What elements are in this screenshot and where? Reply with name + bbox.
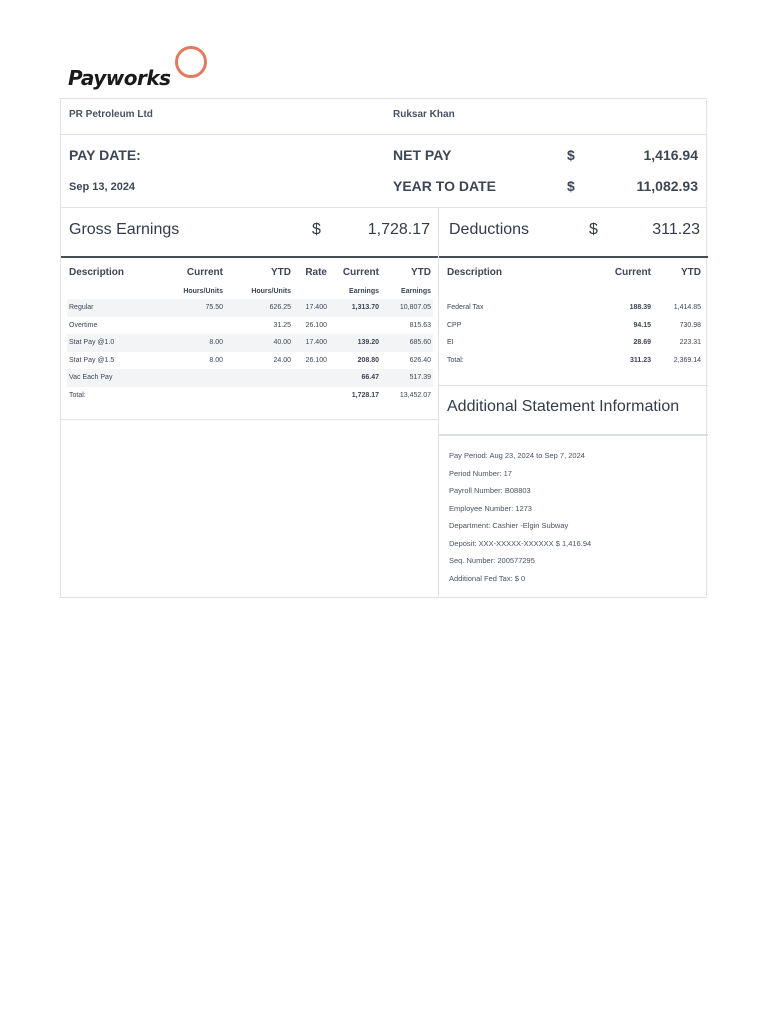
deductions-header: [439, 208, 708, 258]
table-row-total: [445, 352, 703, 370]
table-row: [67, 369, 433, 387]
table-row: [67, 317, 433, 335]
earning-ytd-hours: 626.25: [225, 299, 293, 317]
deduction-desc: Federal Tax: [447, 304, 484, 312]
earning-desc: Total:: [69, 391, 86, 399]
earnings-subcol: Hours/Units: [183, 287, 223, 295]
deduction-current: 28.69: [633, 339, 651, 347]
additional-info-list: [449, 447, 591, 587]
net-pay-label: NET PAY: [393, 147, 452, 163]
earning-ytd: 626.40: [409, 356, 431, 364]
deductions-table: [445, 267, 703, 369]
additional-info-header: [439, 386, 708, 436]
list-item: Payroll Number: B08803: [449, 486, 531, 495]
deduction-ytd: 1,414.85: [673, 304, 701, 312]
list-item: Additional Fed Tax: $ 0: [449, 573, 526, 583]
additional-info-title: Additional Statement Information: [447, 398, 680, 415]
employee-name: Ruksar Khan: [393, 109, 455, 120]
earnings-subcol: Earnings: [349, 287, 379, 295]
list-item: Department: Cashier -Elgin Subway: [449, 521, 569, 530]
deduction-current: 311.23: [629, 356, 651, 364]
earning-current: 139.20: [329, 334, 381, 352]
earning-ytd: 517.39: [381, 369, 433, 387]
earning-ytd-hours: [225, 369, 293, 387]
list-item: Deposit: XXX-XXXXX-XXXXXX $ 1,416.94: [449, 538, 592, 548]
deduction-ytd: 223.31: [679, 339, 701, 347]
earning-current-hours: 8.00: [157, 334, 225, 352]
earning-current: 1,728.17: [351, 391, 379, 399]
earning-ytd: 13,452.07: [399, 391, 431, 399]
deductions-col-ytd: YTD: [681, 267, 701, 278]
gross-earnings-currency: $: [312, 221, 321, 238]
list-item: Seq. Number: 200577295: [449, 556, 535, 565]
earning-ytd: 685.60: [381, 334, 433, 352]
pay-date-label: PAY DATE:: [69, 147, 141, 163]
earning-rate: 17.400: [293, 334, 329, 352]
earnings-col-current-hours: Current: [186, 267, 223, 278]
earning-ytd-hours: 24.00: [273, 356, 291, 364]
gross-earnings-header: [61, 208, 438, 258]
deduction-current: 94.15: [633, 321, 651, 329]
deduction-desc: Total:: [447, 356, 464, 364]
earnings-divider: [61, 419, 438, 420]
earning-ytd: 815.63: [409, 321, 431, 329]
deduction-current: 188.39: [629, 304, 651, 312]
net-pay-currency: $: [567, 147, 575, 163]
earning-desc: Stat Pay @1.0: [67, 334, 157, 352]
deductions-col-current: Current: [614, 267, 651, 278]
earnings-col-description: Description: [69, 267, 125, 278]
earnings-subcol: [67, 283, 157, 299]
ytd-label: YEAR TO DATE: [393, 178, 496, 194]
ytd-amount: 11,082.93: [636, 178, 698, 194]
payworks-logo: [68, 46, 218, 92]
deductions-currency: $: [589, 221, 598, 238]
list-item: Pay Period: Aug 23, 2024 to Sep 7, 2024: [449, 451, 585, 460]
earning-current: 1,313.70: [329, 299, 381, 317]
earning-desc: Regular: [67, 299, 157, 317]
list-item: Employee Number: 1273: [449, 503, 532, 513]
earnings-col-ytd-hours: YTD: [271, 267, 291, 278]
earnings-subcol: [293, 283, 329, 299]
deductions-col-description: Description: [447, 267, 503, 278]
earnings-col-rate: Rate: [305, 267, 327, 278]
deduction-ytd: 2,369.14: [673, 356, 701, 364]
earning-current: 66.47: [329, 369, 381, 387]
table-row: [445, 317, 703, 335]
table-row: [445, 334, 703, 352]
earning-current: [329, 317, 381, 335]
gross-earnings-title: Gross Earnings: [69, 221, 180, 238]
earning-rate: [293, 369, 329, 387]
earning-ytd: 10,807.05: [381, 299, 433, 317]
brand-name: Payworks: [68, 66, 171, 90]
gross-earnings-total: 1,728.17: [367, 221, 430, 238]
deduction-desc: CPP: [447, 321, 462, 329]
earning-current-hours: 75.50: [157, 299, 225, 317]
earnings-table: [67, 267, 433, 404]
net-pay-amount: 1,416.94: [643, 147, 698, 163]
deduction-ytd: 730.98: [679, 321, 701, 329]
earning-desc: Vac Each Pay: [67, 369, 157, 387]
earnings-subcol: Hours/Units: [251, 287, 291, 295]
earning-desc: Overtime: [69, 321, 98, 329]
earning-rate: 26.100: [305, 321, 327, 329]
table-row: [67, 299, 433, 317]
table-row: [67, 352, 433, 370]
earning-current-hours: [157, 369, 225, 387]
earnings-subcol: Earnings: [401, 287, 431, 295]
earning-ytd-hours: [225, 387, 293, 405]
deduction-desc: EI: [447, 339, 454, 347]
earning-current-hours: [157, 317, 225, 335]
earnings-col-ytd-earnings: YTD: [411, 267, 431, 278]
deductions-title: Deductions: [449, 221, 530, 238]
list-item: Period Number: 17: [449, 468, 512, 478]
earning-rate: 17.400: [293, 299, 329, 317]
table-row: [445, 299, 703, 317]
table-row-total: [67, 387, 433, 405]
table-row: [67, 334, 433, 352]
logo-ring-icon: [175, 46, 207, 78]
ytd-currency: $: [567, 178, 575, 194]
earning-desc: Stat Pay @1.5: [69, 356, 115, 364]
earning-ytd-hours: 31.25: [273, 321, 291, 329]
earning-current-hours: 8.00: [209, 356, 223, 364]
pay-stub: [60, 98, 707, 598]
earning-current-hours: [157, 387, 225, 405]
earning-rate: [293, 387, 329, 405]
earnings-col-current-earnings: Current: [342, 267, 379, 278]
company-name: PR Petroleum Ltd: [69, 109, 153, 120]
pay-date: Sep 13, 2024: [69, 181, 136, 193]
earning-ytd-hours: 40.00: [225, 334, 293, 352]
earning-rate: 26.100: [305, 356, 327, 364]
pay-summary: [61, 135, 706, 208]
deductions-total: 311.23: [652, 221, 700, 238]
company-row: [61, 99, 706, 135]
earning-current: 208.80: [357, 356, 379, 364]
